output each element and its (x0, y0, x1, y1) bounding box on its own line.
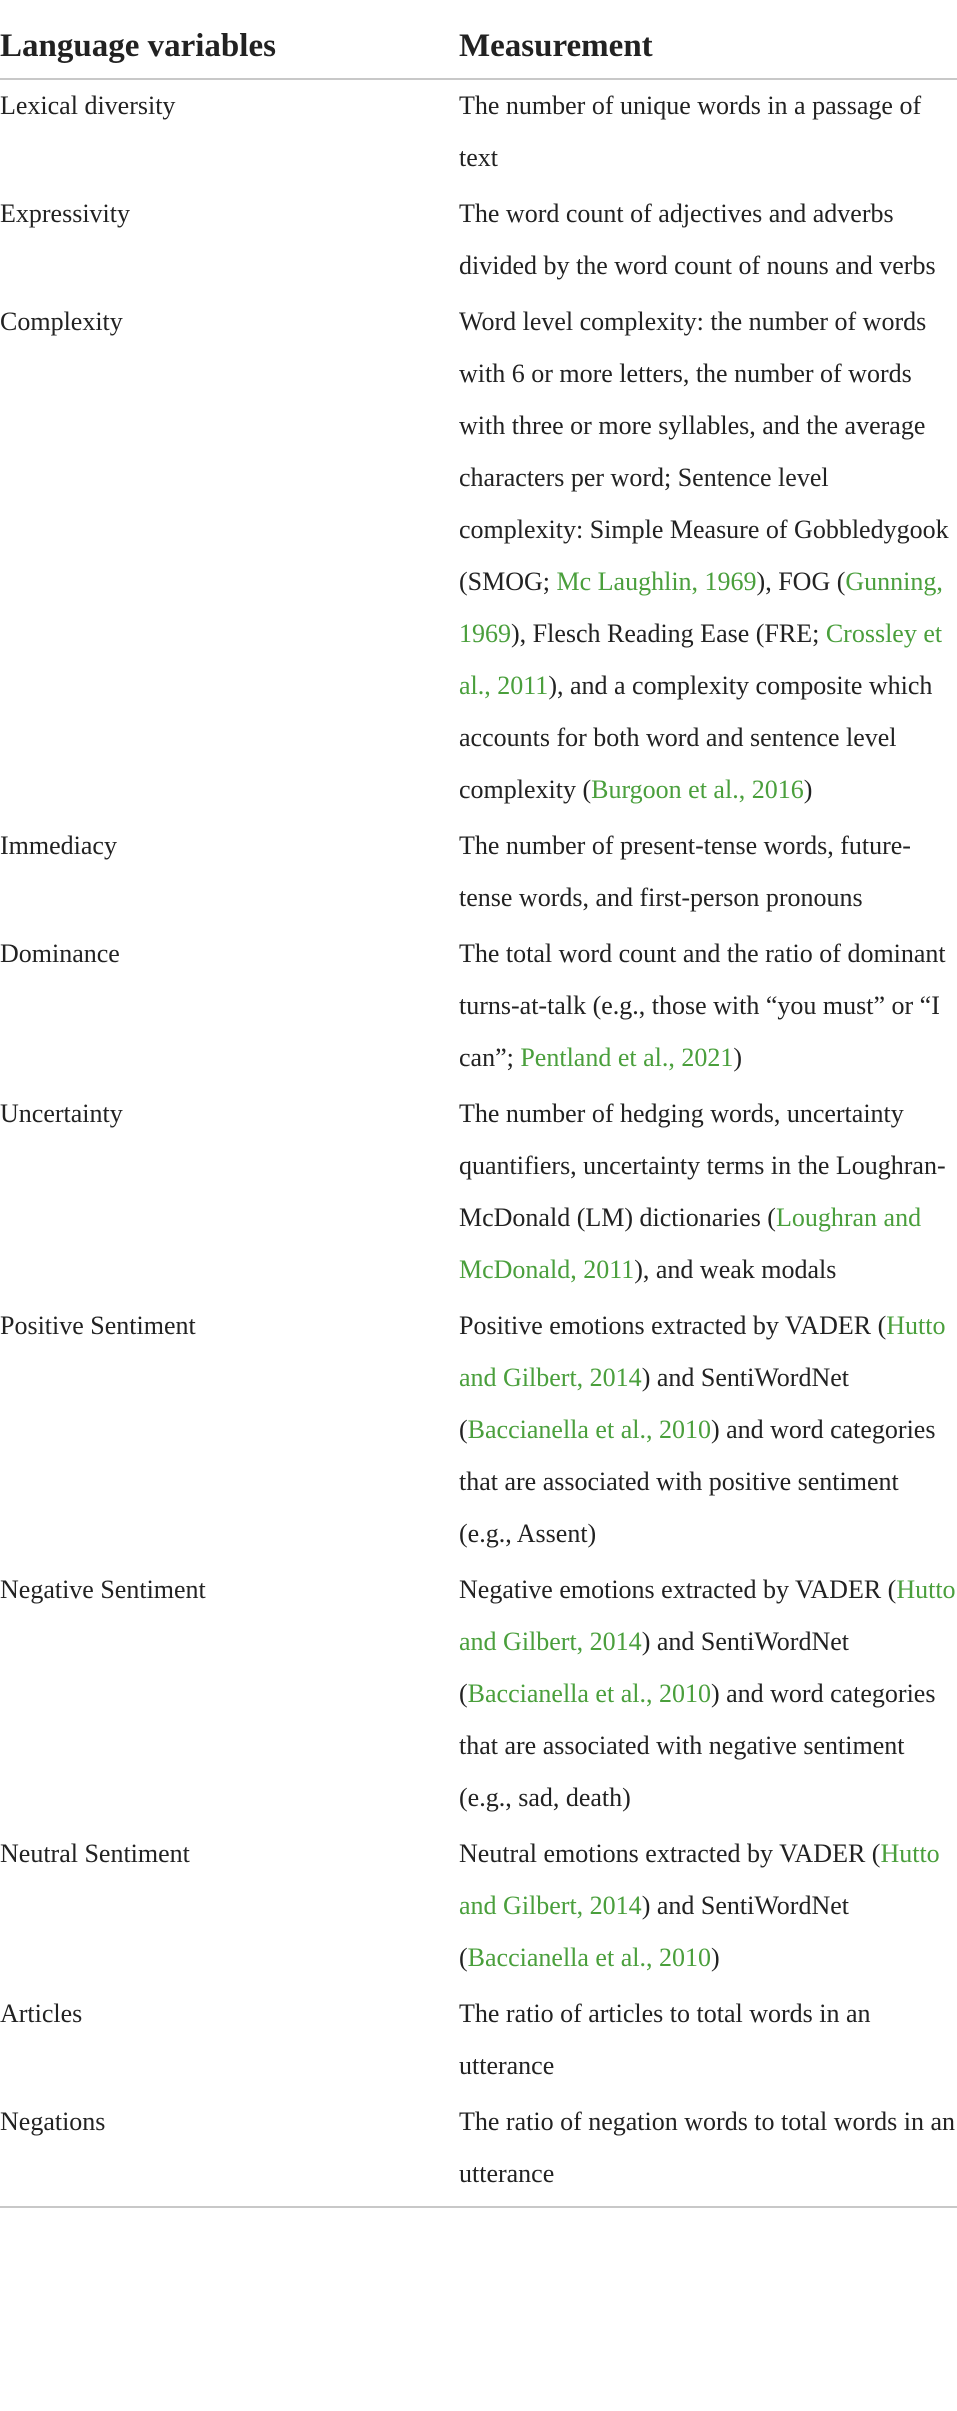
measurement-text: Positive emotions extracted by VADER ( (459, 1311, 887, 1340)
measurement-cell (459, 184, 957, 292)
measurement-text: The ratio of articles to total words in an utterance (459, 1999, 871, 2080)
measurement-text: Neutral emotions extracted by VADER ( (459, 1839, 881, 1868)
variable-cell: Neutral Sentiment (0, 1839, 190, 1868)
measurement-text: The total word count and the ratio of dominant turns-at-talk (e.g., those with “you must” or “I can”; (459, 939, 946, 1072)
citation-link[interactable]: Mc Laughlin, 1969 (556, 567, 757, 596)
header-language-variables: Language variables (0, 27, 276, 64)
measurement-text: ), Flesch Reading Ease (FRE; (511, 619, 826, 648)
measurement-text: ) and SentiWordNet ( (459, 1363, 849, 1444)
table-body (0, 80, 957, 2200)
table-row (0, 816, 957, 924)
table-row (0, 292, 957, 816)
measurement-cell (459, 1824, 957, 1984)
measurement-text: The number of unique words in a passage of text (459, 91, 922, 172)
table-row (0, 1984, 957, 2092)
citation-link[interactable]: Pentland et al., 2021 (520, 1043, 734, 1072)
measurement-text: The number of present-tense words, future-tense words, and first-person pronouns (459, 831, 911, 912)
table-row (0, 1084, 957, 1296)
citation-link[interactable]: Loughran and McDonald, 2011 (459, 1203, 922, 1284)
table-row (0, 1560, 957, 1824)
table-header (0, 14, 957, 80)
measurement-cell (459, 1084, 957, 1296)
variable-cell: Lexical diversity (0, 91, 176, 120)
measurement-text: ) and word categories that are associated with negative sentiment (e.g., sad, death) (459, 1679, 936, 1812)
measurement-cell (459, 292, 957, 816)
measurement-cell (459, 1296, 957, 1560)
variable-cell: Complexity (0, 307, 123, 336)
measurement-cell (459, 816, 957, 924)
variable-cell: Negations (0, 2107, 106, 2136)
measurement-cell (459, 2092, 957, 2200)
measurement-text: ) (803, 775, 813, 804)
citation-link[interactable]: Gunning, 1969 (459, 567, 943, 648)
variable-cell: Dominance (0, 939, 120, 968)
citation-link[interactable]: Hutto and Gilbert, 2014 (459, 1311, 946, 1392)
measurement-cell (459, 1984, 957, 2092)
table-row (0, 184, 957, 292)
measurement-text: ) and SentiWordNet ( (459, 1891, 849, 1972)
variable-cell: Articles (0, 1999, 83, 2028)
table-row (0, 2092, 957, 2200)
variable-cell: Expressivity (0, 199, 130, 228)
measurement-cell (459, 1560, 957, 1824)
measurement-text: The number of hedging words, uncertainty quantifiers, uncertainty terms in the Loughran-McDonald (LM) dictionaries ( (459, 1099, 946, 1232)
table-row (0, 924, 957, 1084)
citation-link[interactable]: Baccianella et al., 2010 (467, 1943, 711, 1972)
measurement-text: ) (733, 1043, 743, 1072)
citation-link[interactable]: Burgoon et al., 2016 (591, 775, 804, 804)
measurement-text: The word count of adjectives and adverbs divided by the word count of nouns and verbs (459, 199, 936, 280)
table-row (0, 1296, 957, 1560)
citation-link[interactable]: Baccianella et al., 2010 (467, 1679, 711, 1708)
measurement-text: Negative emotions extracted by VADER ( (459, 1575, 897, 1604)
variable-cell: Uncertainty (0, 1099, 123, 1128)
citation-link[interactable]: Hutto and Gilbert, 2014 (459, 1575, 956, 1656)
variable-cell: Immediacy (0, 831, 117, 860)
table-row (0, 1824, 957, 1984)
citation-link[interactable]: Hutto and Gilbert, 2014 (459, 1839, 940, 1920)
measurement-text: ) and SentiWordNet ( (459, 1627, 849, 1708)
measurement-cell (459, 924, 957, 1084)
variable-cell: Positive Sentiment (0, 1311, 196, 1340)
measurement-text: ) (710, 1943, 720, 1972)
measurement-text: ), and a complexity composite which accounts for both word and sentence level complexity ( (459, 671, 933, 804)
measurement-text: ), and weak modals (634, 1255, 837, 1284)
table-bottom-rule (0, 2206, 957, 2208)
citation-link[interactable]: Baccianella et al., 2010 (467, 1415, 711, 1444)
measurement-cell (459, 80, 957, 184)
measurement-text: ), FOG ( (756, 567, 846, 596)
measurement-text: Word level complexity: the number of words with 6 or more letters, the number of words with three or more syllables, and the average characters per word; Sentence level complexity: Simple Measure of Gobbledygook (SMOG; (459, 307, 949, 596)
variable-cell: Negative Sentiment (0, 1575, 206, 1604)
table-row (0, 80, 957, 184)
measurement-text: The ratio of negation words to total words in an utterance (459, 2107, 956, 2188)
citation-link[interactable]: Crossley et al., 2011 (459, 619, 943, 700)
measurement-text: ) and word categories that are associated with positive sentiment (e.g., Assent) (459, 1415, 936, 1548)
header-measurement: Measurement (459, 27, 653, 64)
